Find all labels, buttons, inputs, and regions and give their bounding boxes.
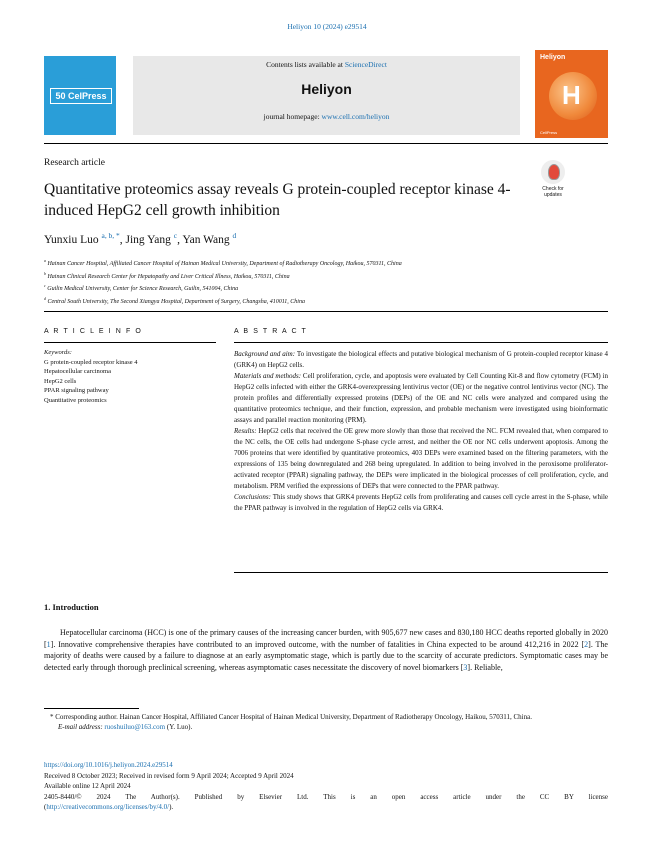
abstract-section: Results: HepG2 cells that received the OE grew more slowly than those that received the NC. FCM revealed that, when compared to the NC cells, the OE cells had undergone S-phase cycle arrest, and neither the OE nor NC cells underwent apoptosis. Among the 7006 proteins that were identified by quantitative proteomics, 403 DEPs were examined based on the filtering parameters, with the expressions of 135 being downregulated and 268 being upregulated. In addition to being involved in the peroxisome proliferator-activated receptor (PPAR) signaling pathway, the DEPs were implicated in the biological processes of cell proliferation, cycle, and metabolism. PRM verified the expressions of DEPs that were connected to the PPAR pathway. xyxy=(234,427,608,490)
license-link[interactable]: http://creativecommons.org/licenses/by/4.0/ xyxy=(46,803,170,811)
homepage-link[interactable]: www.cell.com/heliyon xyxy=(321,112,390,121)
cover-publisher: CellPress xyxy=(540,130,558,135)
header-rule xyxy=(44,143,608,144)
available-online: Available online 12 April 2024 xyxy=(44,782,131,790)
journal-title: Heliyon xyxy=(301,81,352,97)
intro-heading: 1. Introduction xyxy=(44,602,99,612)
article-info-heading: A R T I C L E I N F O xyxy=(44,328,143,335)
affiliation-item: $^a$ Hainan Cancer Hospital, Affiliated Cancer Hospital of Hainan Medical University, Department of Radiotherapy Oncology, Haikou, 570311, China xyxy=(44,259,402,267)
received-dates: Received 8 October 2023; Received in revised form 9 April 2024; Accepted 9 April 2024 xyxy=(44,771,294,780)
keyword-item: PPAR signaling pathway xyxy=(44,387,109,394)
cellpress-logo-text: 50 CelPress xyxy=(50,88,112,104)
contents-line: Contents lists available at ScienceDirect xyxy=(266,60,387,69)
author-affiliation-ref[interactable]: a, b, * xyxy=(101,231,120,240)
journal-masthead xyxy=(133,56,520,135)
corresponding-author-footnote: * Corresponding author. Hainan Cancer Hospital, Affiliated Cancer Hospital of Hainan Medical University, Department of Radiotherapy Oncology, Haikou, 570311, China. E-mail address: ruoshuiluo@163.com (Y. Luo). xyxy=(50,713,532,731)
cover-letter: H xyxy=(562,80,581,110)
doi-link[interactable]: https://doi.org/10.1016/j.heliyon.2024.e29514 xyxy=(44,761,173,769)
abstract-section: Conclusions: This study shows that GRK4 prevents HepG2 cells from proliferating and causes cell cycle arrest in the S-phase, while the PPAR pathway is involved in the regulation of HepG2 cells via GRK4. xyxy=(234,493,608,512)
section-rule xyxy=(44,311,608,312)
citation-link[interactable]: 1 xyxy=(46,639,51,649)
intro-paragraph: Hepatocellular carcinoma (HCC) is one of the primary causes of the increasing cancer burden, with 905,677 new cases and 830,180 HCC deaths reported globally in 2020 [1]. Innovative comprehensive therapies have contributed to an improved outcome, with the number of fatalities in China expected to be around 412,216 in 2022 [2]. The majority of deaths were caused by a failure to diagnose at an early asymptomatic stage, which is partly due to the scarcity of accurate predictors. Symptomatic cases may be detected early through thorough preclinical screening, whereas asymptomatic cases necessitate the discovery of novel biomarkers [3]. Reliable, xyxy=(44,628,608,672)
homepage-line: journal homepage: www.cell.com/heliyon xyxy=(263,112,390,121)
article-type: Research article xyxy=(44,158,105,168)
abstract-body xyxy=(234,349,608,514)
article-title: Quantitative proteomics assay reveals G protein-coupled receptor kinase 4-induced HepG2 cell growth inhibition xyxy=(44,181,511,219)
check-updates-icon xyxy=(541,160,565,184)
citation-link[interactable]: 2 xyxy=(584,639,589,649)
abstract-section: Background and aim: To investigate the biological effects and putative biological mechanism of G protein-coupled receptor kinase 4 (GRK4) on HepG2 cells. xyxy=(234,350,608,369)
keyword-item: Quantitative proteomics xyxy=(44,396,107,404)
journal-cover[interactable] xyxy=(535,50,608,138)
author-affiliation-ref[interactable]: d xyxy=(232,231,237,240)
abstract-bottom-rule xyxy=(234,572,608,573)
cellpress-logo[interactable] xyxy=(44,56,116,135)
journal-reference[interactable]: Heliyon 10 (2024) e29514 xyxy=(287,22,367,31)
keyword-item: Hepatocellular carcinoma xyxy=(44,368,111,375)
affiliation-item: $^d$ Central South University, The Second Xiangya Hospital, Department of Surgery, Changsha, 410011, China xyxy=(44,296,305,305)
author-name: Yan Wang xyxy=(182,233,230,246)
check-updates-label: Check for updates xyxy=(542,186,564,198)
keywords-label: Keywords: xyxy=(44,349,72,356)
citation-link[interactable]: 3 xyxy=(463,662,468,672)
cover-title: Heliyon xyxy=(540,54,566,61)
article-metadata: https://doi.org/10.1016/j.heliyon.2024.e29514 Received 8 October 2023; Received in revised form 9 April 2024; Accepted 9 April 2024 Available online 12 April 2024 2405-8440/© 2024 The Author(s). Published by Elsevier Ltd. This is an open access article under the CC BY license (http://creativecommons.org/licenses/by/4.0/). xyxy=(44,761,608,811)
author-affiliation-ref[interactable]: c xyxy=(173,231,178,240)
keywords-block xyxy=(44,348,216,405)
keyword-item: HepG2 cells xyxy=(44,377,77,385)
affiliation-item: $^c$ Guilin Medical University, Center for Science Research, Guilin, 541004, China xyxy=(44,284,239,292)
sciencedirect-link[interactable]: ScienceDirect xyxy=(344,60,387,69)
keyword-item: G protein-coupled receptor kinase 4 xyxy=(44,358,138,366)
email-link[interactable]: ruoshuiluo@163.com xyxy=(104,723,166,731)
abstract-heading: A B S T R A C T xyxy=(234,328,308,335)
license-text: 2405-8440/© 2024 The Author(s). Published by Elsevier Ltd. This is an open access article under the CC BY license xyxy=(44,792,608,801)
footnote-rule xyxy=(44,708,139,709)
author-list: Yunxiu Luo $^{a, b, *}$, Jing Yang $^c$, Yan Wang $^d$ xyxy=(44,231,237,246)
abstract-section: Materials and methods: Cell proliferation, cycle, and apoptosis were evaluated by Cell Counting Kit-8 and flow cytometry (FCM) in HepG2 cells infected with either the GRK4-overexpressing lentivirus vector (OE) or the negative control lentivirus vector (NC). The protein profiles and differentially expressed proteins (DEPs) of the OE and NC cells were analyzed and compared using the quantitative proteomics technique, and their function, expression, and probable mechanism were investigated using bioinformatic assays and parallel reaction monitoring (PRM). xyxy=(234,372,608,424)
author-name: Yunxiu Luo xyxy=(44,233,99,246)
abstract-rule xyxy=(234,342,608,343)
check-for-updates-button[interactable] xyxy=(537,160,569,198)
affiliation-item: $^b$ Hainan Clinical Research Center for Hepatopathy and Liver Critical Illness, Haikou, 570311, China xyxy=(44,271,290,280)
affiliations xyxy=(44,257,402,307)
article-info-rule xyxy=(44,342,216,343)
author-name: Jing Yang xyxy=(125,233,171,246)
